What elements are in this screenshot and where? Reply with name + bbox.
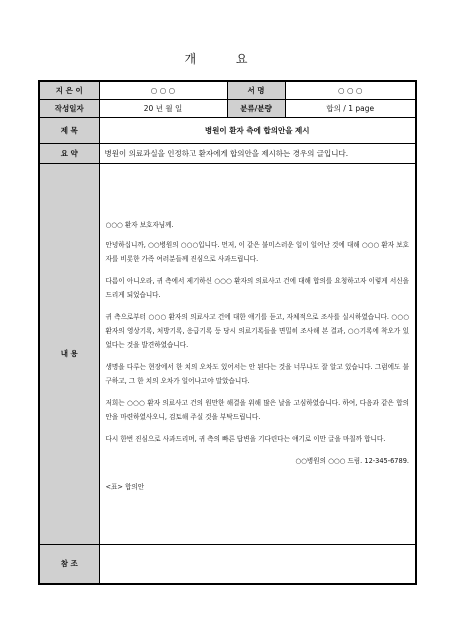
- closing-paragraph: 다시 한번 진심으로 사과드리며, 귀 측의 빠른 답변을 기다린다는 얘기로 이만 글을 마칠까 합니다.: [105, 434, 386, 443]
- content-paragraph: 다름이 아니오라, 귀 측에서 제기하신 ○○○ 환자의 의료사고 건에 대해 합의를 요청하고자 이렇게 서신을 드리게 되었습니다.: [105, 276, 409, 299]
- content-paragraph: 안녕하십니까, ○○병원의 ○○○입니다. 먼저, 이 같은 불미스러운 일이 일어난 것에 대해 ○○○ 환자 보호자를 비롯한 가족 여러분들께 진심으로 사과드립니다.: [105, 240, 409, 263]
- category-label: 분류/분량: [227, 99, 285, 117]
- summary-row: [39, 143, 416, 163]
- overview-form-table: [38, 80, 417, 585]
- date-row: [39, 99, 416, 117]
- attachment-reference: <표> 합의안: [105, 482, 145, 491]
- summary-value: 병원이 의료과실을 인정하고 환자에게 합의안을 제시하는 경우의 글입니다.: [99, 143, 416, 163]
- summary-label: 요 약: [39, 143, 99, 163]
- category-value: 합의 / 1 page: [285, 99, 416, 117]
- content-label: 내 용: [39, 163, 99, 544]
- reference-row: [39, 544, 416, 584]
- date-label: 작성일자: [39, 99, 99, 117]
- signature-label: 서 명: [227, 81, 285, 99]
- author-value: ○ ○ ○: [99, 81, 227, 99]
- subject-row: [39, 117, 416, 143]
- content-paragraph: 귀 측으로부터 ○○○ 환자의 의료사고 건에 대한 얘기를 듣고, 자체적으로 조사를 실시하였습니다. ○○○ 환자의 영상기록, 처방기록, 응급기록 등 당시 의료기록들을 면밀히 조사해 본 결과, ○○기록에 착오가 있었다는 것을 발견하였습니다.: [105, 312, 409, 349]
- subject-value: 병원이 환자 측에 합의안을 제시: [99, 117, 416, 143]
- reference-value: [99, 544, 416, 584]
- author-row: [39, 81, 416, 99]
- document-title: 개 요: [184, 52, 266, 66]
- signature-value: ○ ○ ○: [285, 81, 416, 99]
- content-body: [99, 163, 416, 544]
- greeting-paragraph: ○○○ 환자 보호자님께.: [105, 220, 174, 229]
- sender-signature-line: ○○병원의 ○○○ 드림. 12-345-6789.: [295, 456, 409, 465]
- date-value: 20 년 월 일: [99, 99, 227, 117]
- reference-label: 참 조: [39, 544, 99, 584]
- subject-label: 제 목: [39, 117, 99, 143]
- content-paragraph: 생명을 다루는 현장에서 한 치의 오차도 있어서는 안 된다는 것을 너무나도 잘 알고 있습니다. 그럼에도 불구하고, 그 한 치의 오차가 일어나고야 말았습니다.: [105, 362, 409, 385]
- content-row: [39, 163, 416, 544]
- content-paragraph: 저희는 ○○○ 환자 의료사고 건의 원만한 해결을 위해 많은 날을 고심하였습니다. 하여, 다음과 같은 합의안을 마련하였사오니, 검토해 주실 것을 부탁드립니다.: [105, 398, 409, 421]
- author-label: 지 은 이: [39, 81, 99, 99]
